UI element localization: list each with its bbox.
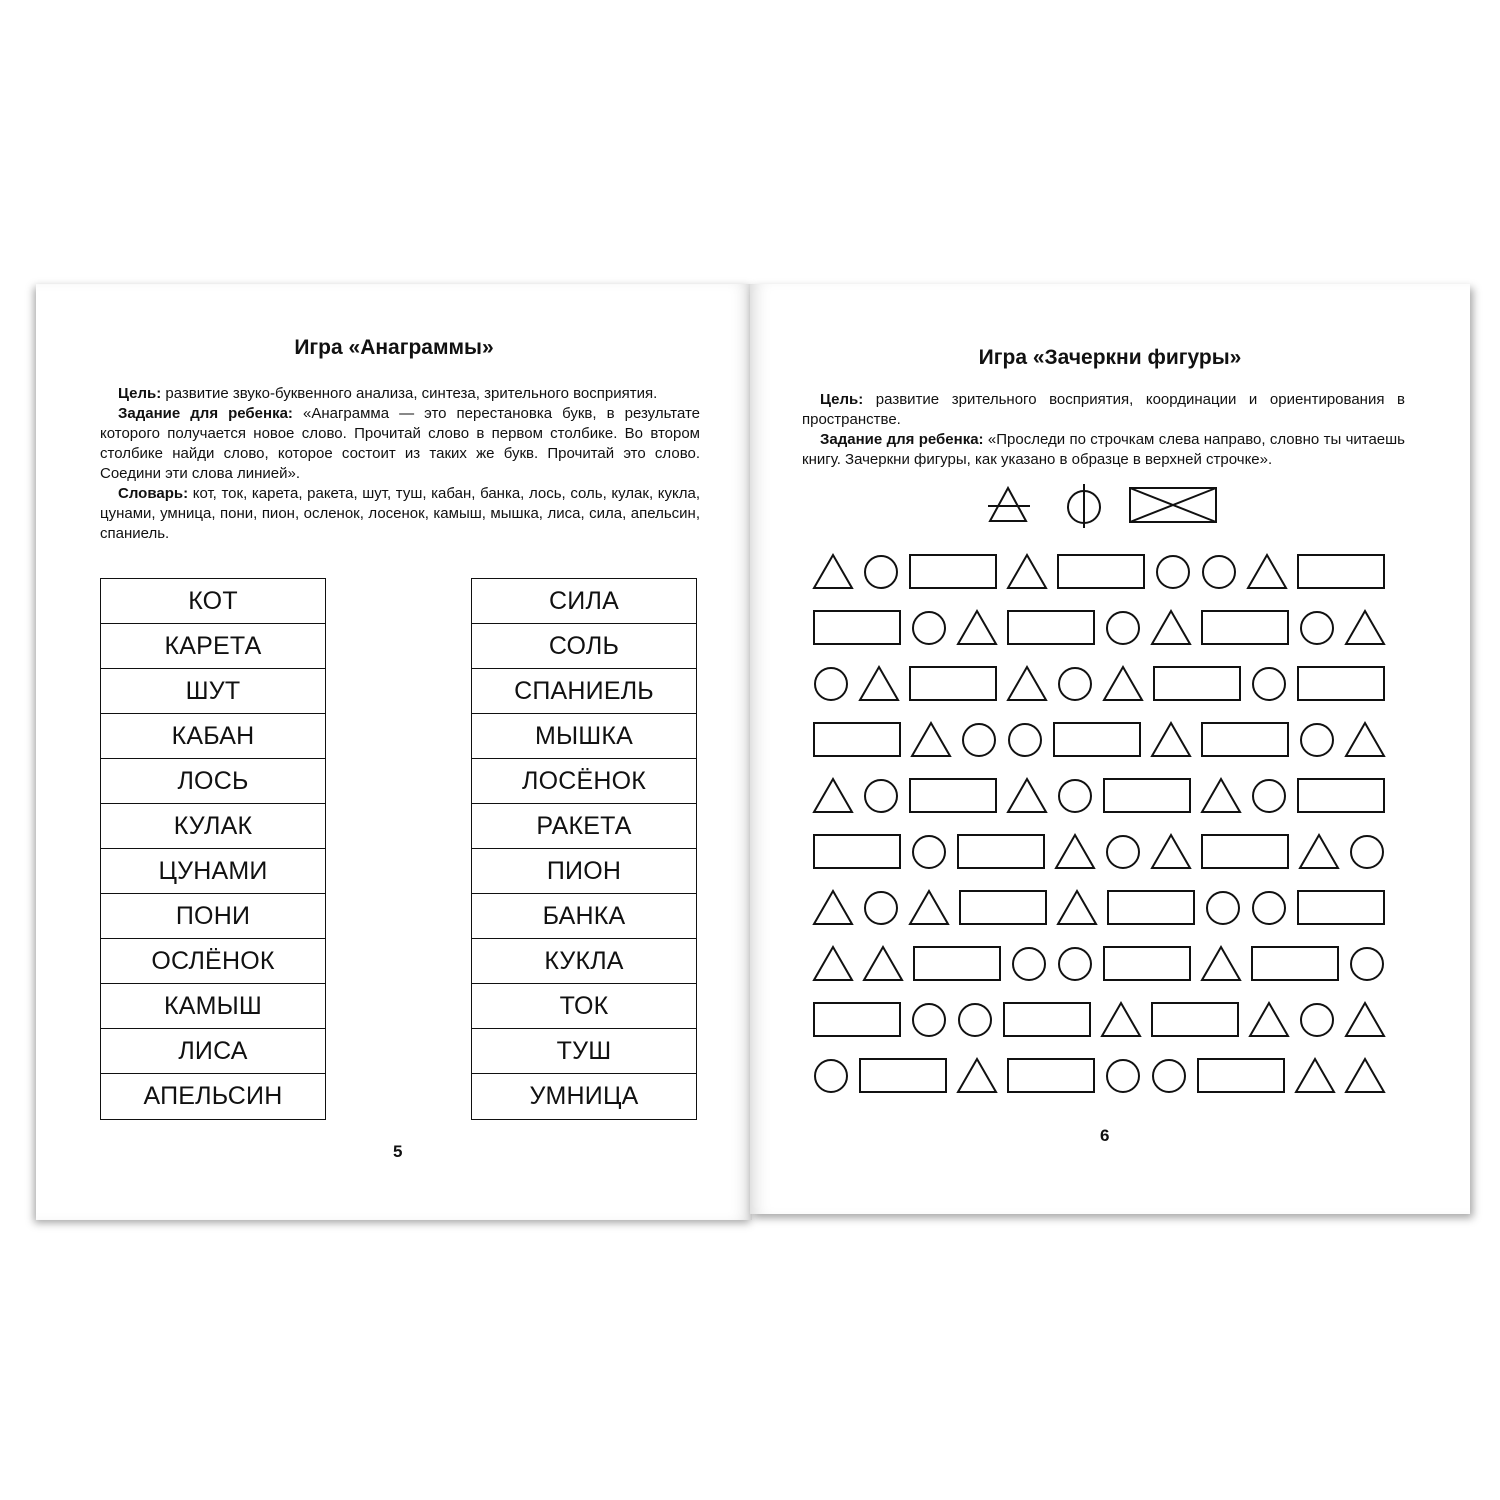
word-cell: КАМЫШ [101, 984, 325, 1029]
word-cell: ШУТ [101, 669, 325, 714]
rectangle-shape[interactable] [1152, 1003, 1238, 1036]
triangle-shape[interactable] [814, 947, 852, 980]
word-cell: ОСЛЁНОК [101, 939, 325, 984]
triangle-shape[interactable] [1152, 723, 1190, 756]
circle-shape[interactable] [865, 780, 897, 812]
circle-shape[interactable] [1253, 668, 1285, 700]
word-cell: КАБАН [101, 714, 325, 759]
triangle-shape[interactable] [1058, 891, 1096, 924]
circle-shape[interactable] [1301, 724, 1333, 756]
goal-text: развитие звуко-буквенного анализа, синтеза, зрительного восприятия. [161, 385, 658, 402]
word-cell: КОТ [101, 579, 325, 624]
triangle-shape[interactable] [1008, 779, 1046, 812]
circle-shape[interactable] [1013, 948, 1045, 980]
rectangle-shape[interactable] [1202, 835, 1288, 868]
task-label: Задание для ребенка: [118, 405, 293, 422]
triangle-shape[interactable] [910, 891, 948, 924]
circle-shape[interactable] [1107, 836, 1139, 868]
circle-shape[interactable] [1253, 892, 1285, 924]
goal-label: Цель: [118, 385, 162, 402]
rectangle-shape[interactable] [1298, 555, 1384, 588]
circle-shape[interactable] [865, 892, 897, 924]
circle-shape[interactable] [1301, 1004, 1333, 1036]
task-paragraph [100, 404, 700, 484]
rectangle-shape[interactable] [814, 1003, 900, 1036]
circle-shape[interactable] [1107, 612, 1139, 644]
rectangle-shape[interactable] [1008, 1059, 1094, 1092]
word-cell: РАКЕТА [472, 804, 696, 849]
circle-shape[interactable] [1207, 892, 1239, 924]
word-cell: ТОК [472, 984, 696, 1029]
rectangle-shape[interactable] [1154, 667, 1240, 700]
dictionary-paragraph [100, 484, 700, 544]
circle-shape[interactable] [1301, 612, 1333, 644]
triangle-shape[interactable] [1346, 723, 1384, 756]
word-cell: КУКЛА [472, 939, 696, 984]
circle-shape[interactable] [913, 1004, 945, 1036]
crossed-rectangle-icon [1130, 488, 1216, 522]
task-paragraph [802, 430, 1405, 470]
page-title: Игра «Зачеркни фигуры» [978, 346, 1242, 369]
triangle-shape[interactable] [1008, 667, 1046, 700]
goal-paragraph [802, 390, 1405, 430]
word-column-right [471, 578, 697, 1120]
word-cell: ЦУНАМИ [101, 849, 325, 894]
circle-shape[interactable] [815, 668, 847, 700]
triangle-shape[interactable] [1202, 779, 1240, 812]
word-cell: МЫШКА [472, 714, 696, 759]
page-number: 5 [393, 1142, 403, 1161]
word-cell: АПЕЛЬСИН [143, 1082, 283, 1110]
circle-shape[interactable] [1253, 780, 1285, 812]
triangle-shape[interactable] [1056, 835, 1094, 868]
circle-shape[interactable] [1351, 836, 1383, 868]
rectangle-shape[interactable] [1202, 723, 1288, 756]
circle-shape[interactable] [913, 836, 945, 868]
instructions [802, 390, 1405, 470]
rectangle-shape[interactable] [1108, 891, 1194, 924]
word-cell: ЛИСА [101, 1029, 325, 1074]
goal-label: Цель: [820, 391, 864, 408]
triangle-shape[interactable] [864, 947, 902, 980]
word-cell: ЛОСЁНОК [472, 759, 696, 804]
rectangle-shape[interactable] [814, 723, 900, 756]
triangle-shape[interactable] [1202, 947, 1240, 980]
circle-shape[interactable] [1107, 1060, 1139, 1092]
word-cell: ПИОН [472, 849, 696, 894]
circle-shape[interactable] [1351, 948, 1383, 980]
rectangle-shape[interactable] [814, 611, 900, 644]
rectangle-shape[interactable] [910, 667, 996, 700]
rectangle-shape[interactable] [958, 835, 1044, 868]
word-cell: ПОНИ [101, 894, 325, 939]
word-cell: ТУШ [472, 1029, 696, 1074]
triangle-shape[interactable] [1346, 1003, 1384, 1036]
rectangle-shape[interactable] [914, 947, 1000, 980]
circle-shape[interactable] [815, 1060, 847, 1092]
triangle-shape[interactable] [1346, 611, 1384, 644]
word-cell: УМНИЦА [529, 1082, 639, 1110]
rectangle-shape[interactable] [1198, 1059, 1284, 1092]
rectangle-shape[interactable] [1058, 555, 1144, 588]
triangle-shape[interactable] [1296, 1059, 1334, 1092]
shapes-grid [810, 550, 1400, 1110]
circle-shape[interactable] [1059, 780, 1091, 812]
task-label: Задание для ребенка: [820, 431, 984, 448]
left-page [36, 284, 752, 1220]
rectangle-shape[interactable] [1104, 947, 1190, 980]
word-cell: СОЛЬ [472, 624, 696, 669]
circle-shape[interactable] [959, 1004, 991, 1036]
page-title: Игра «Анаграммы» [294, 336, 494, 359]
page-number: 6 [1100, 1126, 1110, 1145]
rectangle-shape[interactable] [1008, 611, 1094, 644]
triangle-shape[interactable] [814, 555, 852, 588]
task-text: «Анаграмма — это перестановка букв, в результате которого получается новое слово. Прочитай слово в первом столбике. Во втором столбике найди слово, которое состоит из таких же букв. Прочитай это слово. Соедини эти слова линией». [100, 405, 701, 482]
triangle-shape[interactable] [1346, 1059, 1384, 1092]
word-column-left [100, 578, 326, 1120]
triangle-shape[interactable] [1152, 611, 1190, 644]
task-text: «Проследи по строчкам слева направо, словно ты читаешь книгу. Зачеркни фигуры, как указано в образце в верхней строчке». [802, 431, 1405, 468]
rectangle-shape[interactable] [910, 555, 996, 588]
rectangle-shape[interactable] [1004, 1003, 1090, 1036]
triangle-shape[interactable] [958, 611, 996, 644]
triangle-shape[interactable] [1300, 835, 1338, 868]
word-cell: СПАНИЕЛЬ [472, 669, 696, 714]
triangle-shape[interactable] [1152, 835, 1190, 868]
circle-shape[interactable] [1009, 724, 1041, 756]
rectangle-shape[interactable] [860, 1059, 946, 1092]
rectangle-shape[interactable] [814, 835, 900, 868]
circle-shape[interactable] [1059, 948, 1091, 980]
circle-shape[interactable] [865, 556, 897, 588]
circle-shape[interactable] [963, 724, 995, 756]
circle-shape[interactable] [1153, 1060, 1185, 1092]
circle-shape[interactable] [1157, 556, 1189, 588]
word-cell: ЛОСЬ [101, 759, 325, 804]
triangle-shape[interactable] [1250, 1003, 1288, 1036]
word-cell: СИЛА [472, 579, 696, 624]
rectangle-shape[interactable] [1298, 667, 1384, 700]
triangle-shape[interactable] [814, 779, 852, 812]
rectangle-shape[interactable] [1054, 723, 1140, 756]
sample-shapes [980, 480, 1230, 530]
crossed-triangle-icon [988, 488, 1030, 521]
circle-shape[interactable] [913, 612, 945, 644]
triangle-shape[interactable] [814, 891, 852, 924]
rectangle-shape[interactable] [1298, 779, 1384, 812]
rectangle-shape[interactable] [1252, 947, 1338, 980]
rectangle-shape[interactable] [1104, 779, 1190, 812]
circle-shape[interactable] [1203, 556, 1235, 588]
dictionary-label: Словарь: [118, 485, 189, 502]
right-page [750, 284, 1470, 1214]
rectangle-shape[interactable] [1202, 611, 1288, 644]
dictionary-text: кот, ток, карета, ракета, шут, туш, кабан, банка, лось, соль, кулак, кукла, цунами, умница, пони, пион, осленок, лосенок, камыш, мышка, лиса, сила, апельсин, спаниель. [100, 485, 700, 542]
circle-shape[interactable] [1059, 668, 1091, 700]
triangle-shape[interactable] [860, 667, 898, 700]
word-cell: БАНКА [472, 894, 696, 939]
rectangle-shape[interactable] [1298, 891, 1384, 924]
rectangle-shape[interactable] [910, 779, 996, 812]
triangle-shape[interactable] [1008, 555, 1046, 588]
triangle-shape[interactable] [1104, 667, 1142, 700]
word-cell: КАРЕТА [101, 624, 325, 669]
triangle-shape[interactable] [1102, 1003, 1140, 1036]
triangle-shape[interactable] [912, 723, 950, 756]
word-cell: КУЛАК [101, 804, 325, 849]
crossed-circle-icon [1068, 484, 1100, 528]
goal-paragraph [100, 384, 700, 404]
rectangle-shape[interactable] [960, 891, 1046, 924]
goal-text: развитие зрительного восприятия, координации и ориентирования в пространстве. [802, 391, 1405, 428]
triangle-shape[interactable] [1248, 555, 1286, 588]
instructions [100, 384, 700, 544]
triangle-shape[interactable] [958, 1059, 996, 1092]
